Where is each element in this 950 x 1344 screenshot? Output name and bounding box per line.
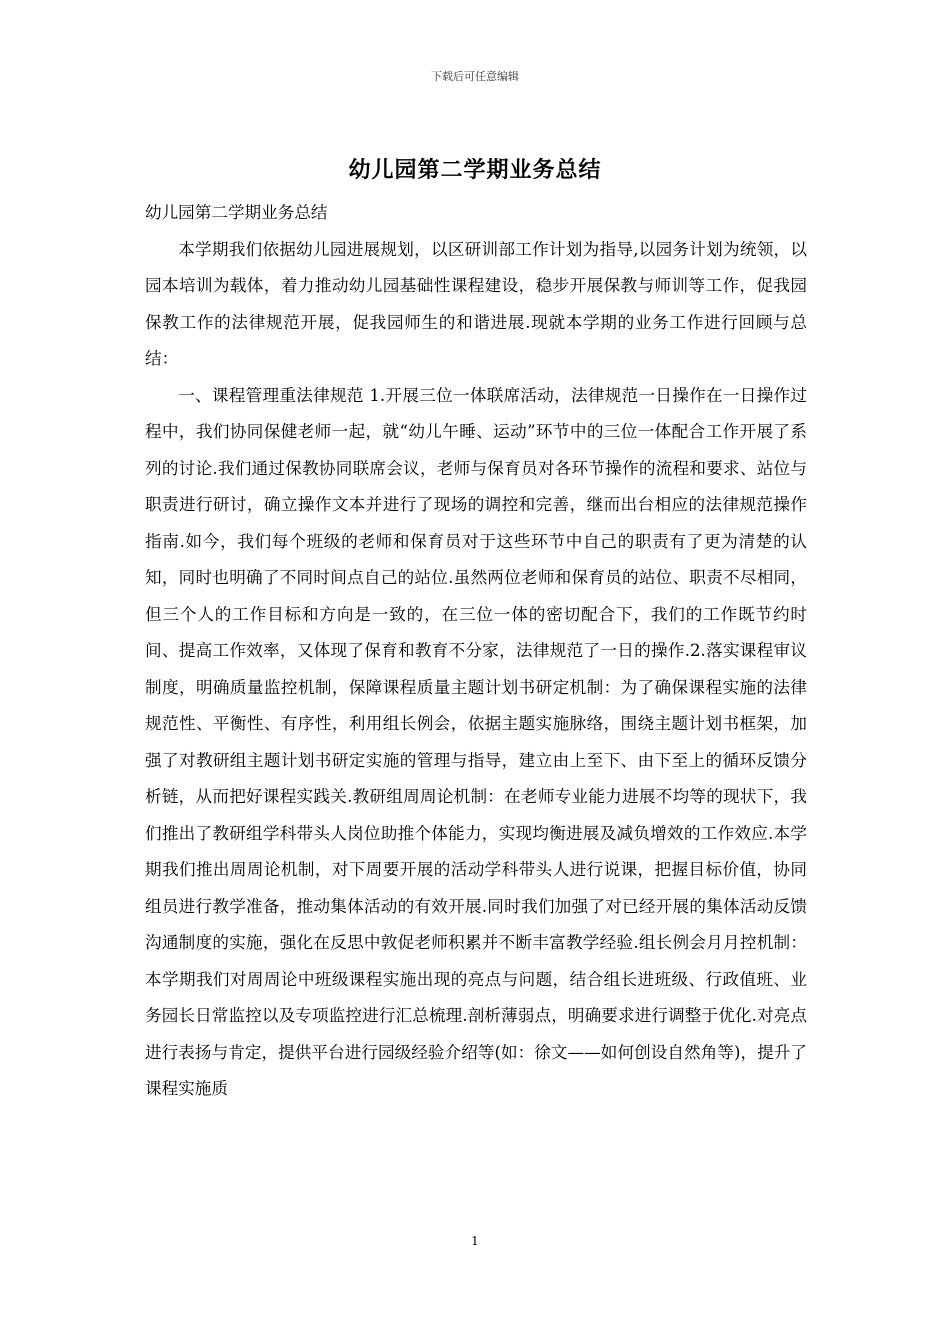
document-subtitle: 幼儿园第二学期业务总结 xyxy=(145,203,328,222)
paragraph-course-management: 一、课程管理重法律规范 1.开展三位一体联席活动，法律规范一日操作在一日操作过程中，我们协同保健老师一起，就“幼儿午睡、运动”环节中的三位一体配合工作开展了系列的讨论.我们通过保教协同联席会议，老师与保育员对各环节操作的流程和要求、站位与职责进行研讨，确立操作文本并进行了现场的调控和完善，继而出台相应的法律规范操作指南.如今，我们每个班级的老师和保育员对于这些环节中自己的职责有了更为清楚的认知，同时也明确了不同时间点自己的站位.虽然两位老师和保育员的站位、职责不尽相同，但三个人的工作目标和方向是一致的，在三位一体的密切配合下，我们的工作既节约时间、提高工作效率，又体现了保育和教育不分家，法律规范了一日的操作.2.落实课程审议制度，明确质量监控机制，保障课程质量主题计划书研定机制：为了确保课程实施的法律规范性、平衡性、有序性，利用组长例会，依据主题实施脉络，围绕主题计划书框架，加强了对教研组主题计划书研定实施的管理与指导，建立由上至下、由下至上的循环反馈分析链，从而把好课程实践关.教研组周周论机制：在老师专业能力进展不均等的现状下，我们推出了教研组学科带头人岗位助推个体能力，实现均衡进展及减负增效的工作效应.本学期我们推出周周论机制，对下周要开展的活动学科带头人进行说课，把握目标价值，协同组员进行教学准备，推动集体活动的有效开展.同时我们加强了对已经开展的集体活动反馈沟通制度的实施，强化在反思中敦促老师积累并不断丰富教学经验.组长例会月月控机制：本学期我们对周周论中班级课程实施出现的亮点与问题，结合组长进班级、行政值班、业务园长日常监控以及专项监控进行汇总梳理.剖析薄弱点，明确要求进行调整于优化.对亮点进行表扬与肯定，提供平台进行园级经验介绍等(如：徐文——如何创设自然角等)，提升了课程实施质 xyxy=(145,385,807,1098)
document-title: 幼儿园第二学期业务总结 xyxy=(348,157,602,183)
page-number: 1 xyxy=(471,1234,479,1248)
paragraph-intro: 本学期我们依据幼儿园进展规划，以区研训部工作计划为指导,以园务计划为统领，以园本培训为载体，着力推动幼儿园基础性课程建设，稳步开展保教与师训等工作，促我园保教工作的法律规范开展，促我园师生的和谐进展.现就本学期的业务工作进行回顾与总结： xyxy=(145,239,807,368)
document-body xyxy=(145,195,807,1108)
page-header-note: 下载后可任意编辑 xyxy=(431,70,519,83)
